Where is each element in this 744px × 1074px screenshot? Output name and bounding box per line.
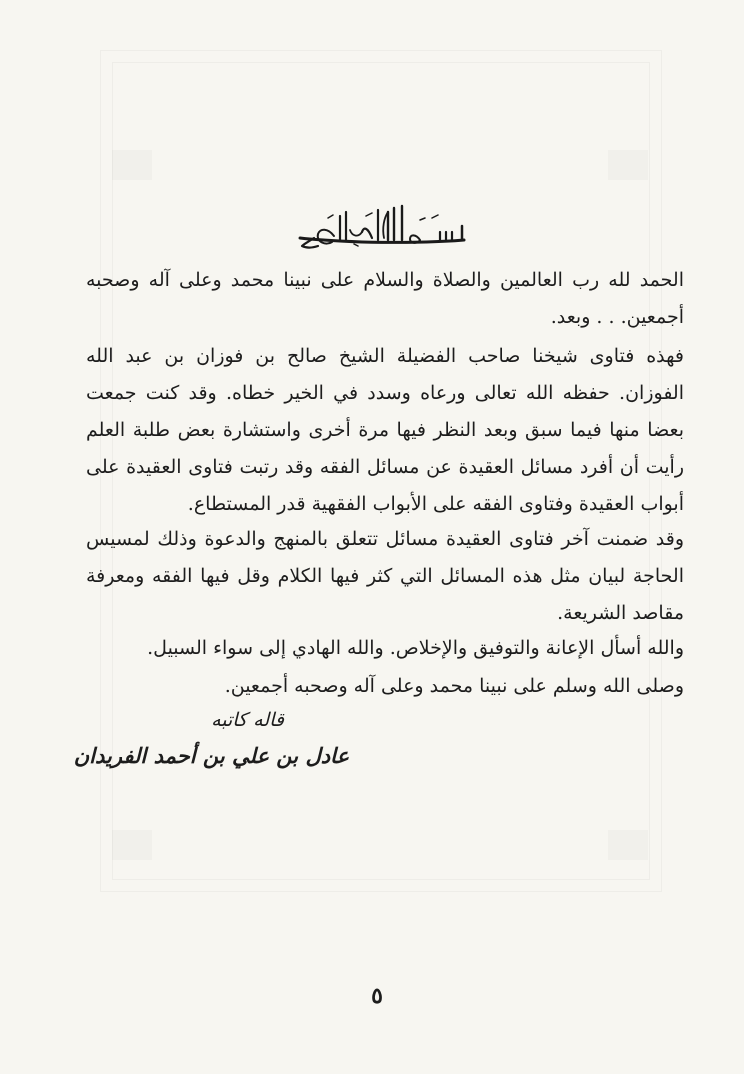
show-through-mark bbox=[608, 150, 648, 180]
basmala-calligraphy bbox=[292, 198, 472, 252]
show-through-mark bbox=[112, 150, 152, 180]
paragraph-supplication: والله أسأل الإعانة والتوفيق والإخلاص. والله الهادي إلى سواء السبيل. bbox=[147, 637, 684, 659]
page-number: ٥ bbox=[371, 983, 383, 1009]
paragraph-closing-salutation: وصلى الله وسلم على نبينا محمد وعلى آله وصحبه أجمعين. bbox=[224, 675, 684, 697]
show-through-mark bbox=[608, 830, 648, 860]
paragraph-introduction: فهذه فتاوى شيخنا صاحب الفضيلة الشيخ صالح بن فوزان بن عبد الله الفوزان. حفظه الله تعالى ورعاه وسدد في الخير خطاه. وقد كنت جمعت بعضا منها فيما سبق وبعد النظر فيها مرة أخرى واستشارة بعض طلبة العلم رأيت أن أفرد مسائل العقيدة عن مسائل الفقه وقد رتبت فتاوى العقيدة على أبواب العقيدة وفتاوى الفقه على الأبواب الفقهية قدر المستطاع. bbox=[86, 345, 684, 515]
signature-label: قاله كاتبه bbox=[211, 709, 284, 731]
signature-author-name: عادل بن علي بن أحمد الفريدان bbox=[73, 743, 349, 768]
show-through-mark bbox=[112, 830, 152, 860]
paragraph-praise: الحمد لله رب العالمين والصلاة والسلام على نبينا محمد وعلى آله وصحبه أجمعين. . . وبعد. bbox=[86, 269, 684, 328]
paragraph-methodology: وقد ضمنت آخر فتاوى العقيدة مسائل تتعلق بالمنهج والدعوة وذلك لمسيس الحاجة لبيان مثل هذه المسائل التي كثر فيها الكلام وقل فيها الفقه ومعرفة مقاصد الشريعة. bbox=[86, 528, 684, 624]
